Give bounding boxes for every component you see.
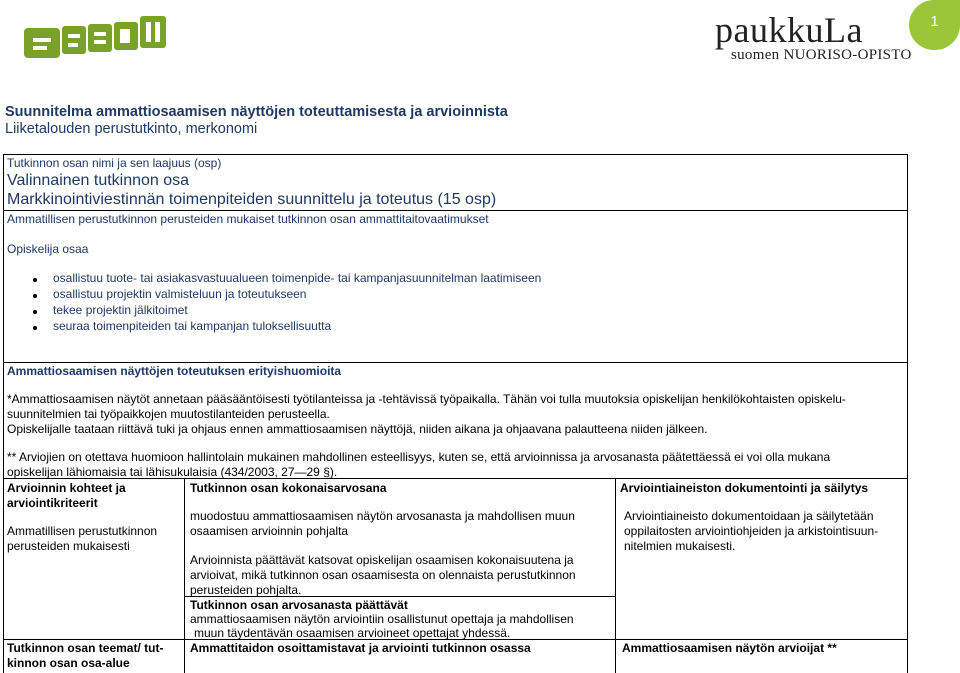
paukkula-logo-sub: suomen NUORISO-OPISTO	[731, 47, 912, 63]
document-subtitle: Liiketalouden perustutkinto, merkonomi	[5, 121, 258, 137]
document-title: Suunnitelma ammattiosaamisen näyttöjen toteuttamisesta ja arvioinnista	[5, 104, 508, 120]
paukkula-logo-main: paukkuLa	[715, 10, 863, 50]
grade-text: Arvioinnista päättävät katsovat opiskelijan osaamisen kokonaisuutena ja	[190, 553, 574, 567]
notes-p3-line1: ** Arviojien on otettava huomioon hallintolain mukainen mahdollinen esteellisyys, kuten se, että arvioinnissa ja arvosanasta päätettäessä ei voi olla mukana	[7, 450, 831, 464]
grade-decision-heading: Tutkinnon osan arvosanasta päättävät	[190, 598, 408, 612]
unit-type: Valinnainen tutkinnon osa	[7, 172, 190, 189]
grade-text: muodostuu ammattiosaamisen näytön arvosanasta ja mahdollisen muun	[190, 509, 575, 523]
grade-text: perusteiden pohjalta.	[190, 583, 302, 597]
documentation-text: nitelmien mukaisesti.	[624, 539, 736, 553]
bullet-icon	[33, 326, 37, 330]
assessment-heading: arviointikriteerit	[7, 496, 98, 510]
requirements-heading: Ammatillisen perustutkinnon perusteiden mukaiset tutkinnon osan ammattitaitovaatimukset	[7, 212, 489, 226]
table-divider-2	[615, 479, 616, 673]
unit-name: Markkinointiviestinnän toimenpiteiden suunnittelu ja toteutus (15 osp)	[7, 191, 497, 208]
notes-p1-line1: *Ammattiosaamisen näytöt annetaan pääsääntöisesti työtilanteissa ja -tehtävissä työpaikalla. Tähän voi tulla muutoksia opiskelijan henkilökohtaisten opiskelu-	[7, 392, 846, 406]
notes-p2: Opiskelijalle taataan riittävä tuki ja ohjaus ennen ammattiosaamisen näyttöjä, niiden aikana ja ohjaavana palautteena niiden jälkeen.	[7, 422, 708, 436]
notes-p3-line2: opiskelijan lähiomaisia tai lähisukulaisia (434/2003, 27—29 §).	[7, 465, 338, 479]
bullet-icon	[33, 294, 37, 298]
student-label: Opiskelija osaa	[7, 242, 89, 256]
paukkula-logo	[715, 10, 912, 67]
assessment-heading: Arvioinnin kohteet ja	[7, 481, 126, 495]
table-border-left	[3, 479, 4, 673]
grade-decision-text: ammattiosaamisen näytön arviointiin osallistunut opettaja ja mahdollisen	[190, 612, 574, 626]
table-border-right	[907, 479, 908, 673]
methods-heading: Ammattitaidon osoittamistavat ja arviointi tutkinnon osassa	[190, 641, 531, 655]
grade-heading: Tutkinnon osan kokonaisarvosana	[190, 481, 387, 495]
requirement-item: osallistuu projektin valmisteluun ja toteutukseen	[53, 287, 307, 301]
grade-decision-text: muun täydentävän osaamisen arvioineet opettajat yhdessä.	[194, 626, 511, 640]
page-number: 1	[930, 13, 939, 30]
themes-heading: kinnon osan osa-alue	[7, 656, 130, 670]
requirement-item: tekee projektin jälkitoimet	[53, 303, 188, 317]
notes-p1-line2: suunnitelmien tai työpaikkojen muutostilanteiden perusteella.	[7, 407, 330, 421]
notes-heading: Ammattiosaamisen näyttöjen toteutuksen erityishuomioita	[7, 364, 342, 378]
grade-text: osaamisen arvioinnin pohjalta	[190, 524, 349, 538]
documentation-heading: Arviointiaineiston dokumentointi ja säilytys	[620, 481, 869, 495]
esedu-logo	[24, 14, 169, 64]
page-number-badge	[909, 0, 960, 50]
bullet-icon	[33, 310, 37, 314]
unit-name-label: Tutkinnon osan nimi ja sen laajuus (osp)	[7, 156, 222, 170]
assessment-text: perusteiden mukaisesti	[7, 539, 130, 553]
requirement-item: osallistuu tuote- tai asiakasvastuualueen toimenpide- tai kampanjasuunnitelman laatimiseen	[53, 271, 542, 285]
grade-text: arvioivat, mikä tutkinnon osan osaamisesta on olennaista perustutkinnon	[190, 568, 576, 582]
assessment-text: Ammatillisen perustutkinnon	[7, 524, 158, 538]
assessors-heading: Ammattiosaamisen näytön arvioijat **	[622, 641, 837, 655]
themes-heading: Tutkinnon osan teemat/ tut-	[7, 641, 164, 655]
table-divider-1	[184, 479, 185, 673]
requirement-item: seuraa toimenpiteiden tai kampanjan tuloksellisuutta	[53, 319, 332, 333]
documentation-text: Arviointiaineisto dokumentoidaan ja säilytetään	[624, 509, 874, 523]
bullet-icon	[33, 278, 37, 282]
documentation-text: oppilaitosten arviointiohjeiden ja arkistointisuun-	[624, 524, 879, 538]
